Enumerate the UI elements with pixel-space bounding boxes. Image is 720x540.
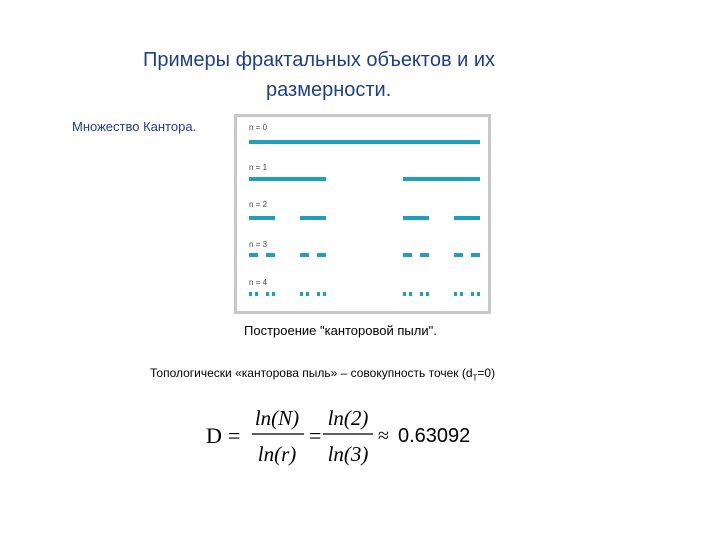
formula-numerator-1: ln(N) [254,406,300,430]
cantor-segment [454,292,457,296]
cantor-segment [403,216,429,220]
level-label: n = 0 [249,123,268,132]
cantor-segment [403,177,480,181]
topology-text: Топологически «канторова пыль» – совокупность точек (d [150,366,473,380]
cantor-segment [317,292,320,296]
formula-denominator-2: ln(3) [327,442,369,466]
cantor-segment [460,292,463,296]
cantor-segment [249,140,480,144]
cantor-segment [306,292,309,296]
cantor-segment [249,177,326,181]
formula-lhs: D [206,423,222,448]
level-label: n = 2 [249,200,268,209]
cantor-segment [420,292,423,296]
topology-text-end: =0) [477,366,496,380]
formula-value: 0.63092 [398,425,471,447]
cantor-segment [409,292,412,296]
cantor-segment [454,216,480,220]
formula-equals-1: = [228,423,241,448]
cantor-segment [272,292,275,296]
cantor-segment [300,253,309,257]
cantor-segment [420,253,429,257]
formula-numerator-2: ln(2) [327,406,369,430]
cantor-segment [403,253,412,257]
cantor-segment [426,292,429,296]
title-line-1: Примеры фрактальных объектов и их [143,49,496,71]
formula-approx: ≈ [378,425,389,447]
topology-note [150,366,495,382]
cantor-segment [249,216,275,220]
cantor-segment [255,292,258,296]
cantor-segment [266,292,269,296]
cantor-segment [266,253,275,257]
cantor-segment [471,292,474,296]
cantor-set-heading: Множество Кантора. [72,119,197,134]
cantor-segment [300,216,326,220]
cantor-segment [454,253,463,257]
dimension-formula [200,405,490,470]
cantor-segment [323,292,326,296]
cantor-segment [403,292,406,296]
cantor-dust-figure [234,114,491,314]
level-label: n = 1 [249,163,268,172]
cantor-segment [249,292,252,296]
cantor-segment [471,253,480,257]
cantor-segment [317,253,326,257]
title-line-2: размерности. [266,79,392,101]
figure-caption: Построение "канторовой пыли". [244,323,437,338]
cantor-segment [477,292,480,296]
cantor-segment [300,292,303,296]
topology-subscript: T [472,373,478,383]
formula-equals-2: = [309,423,322,448]
level-label: n = 4 [249,278,268,287]
cantor-segment [249,253,258,257]
formula-denominator-1: ln(r) [257,442,297,466]
level-label: n = 3 [249,240,268,249]
